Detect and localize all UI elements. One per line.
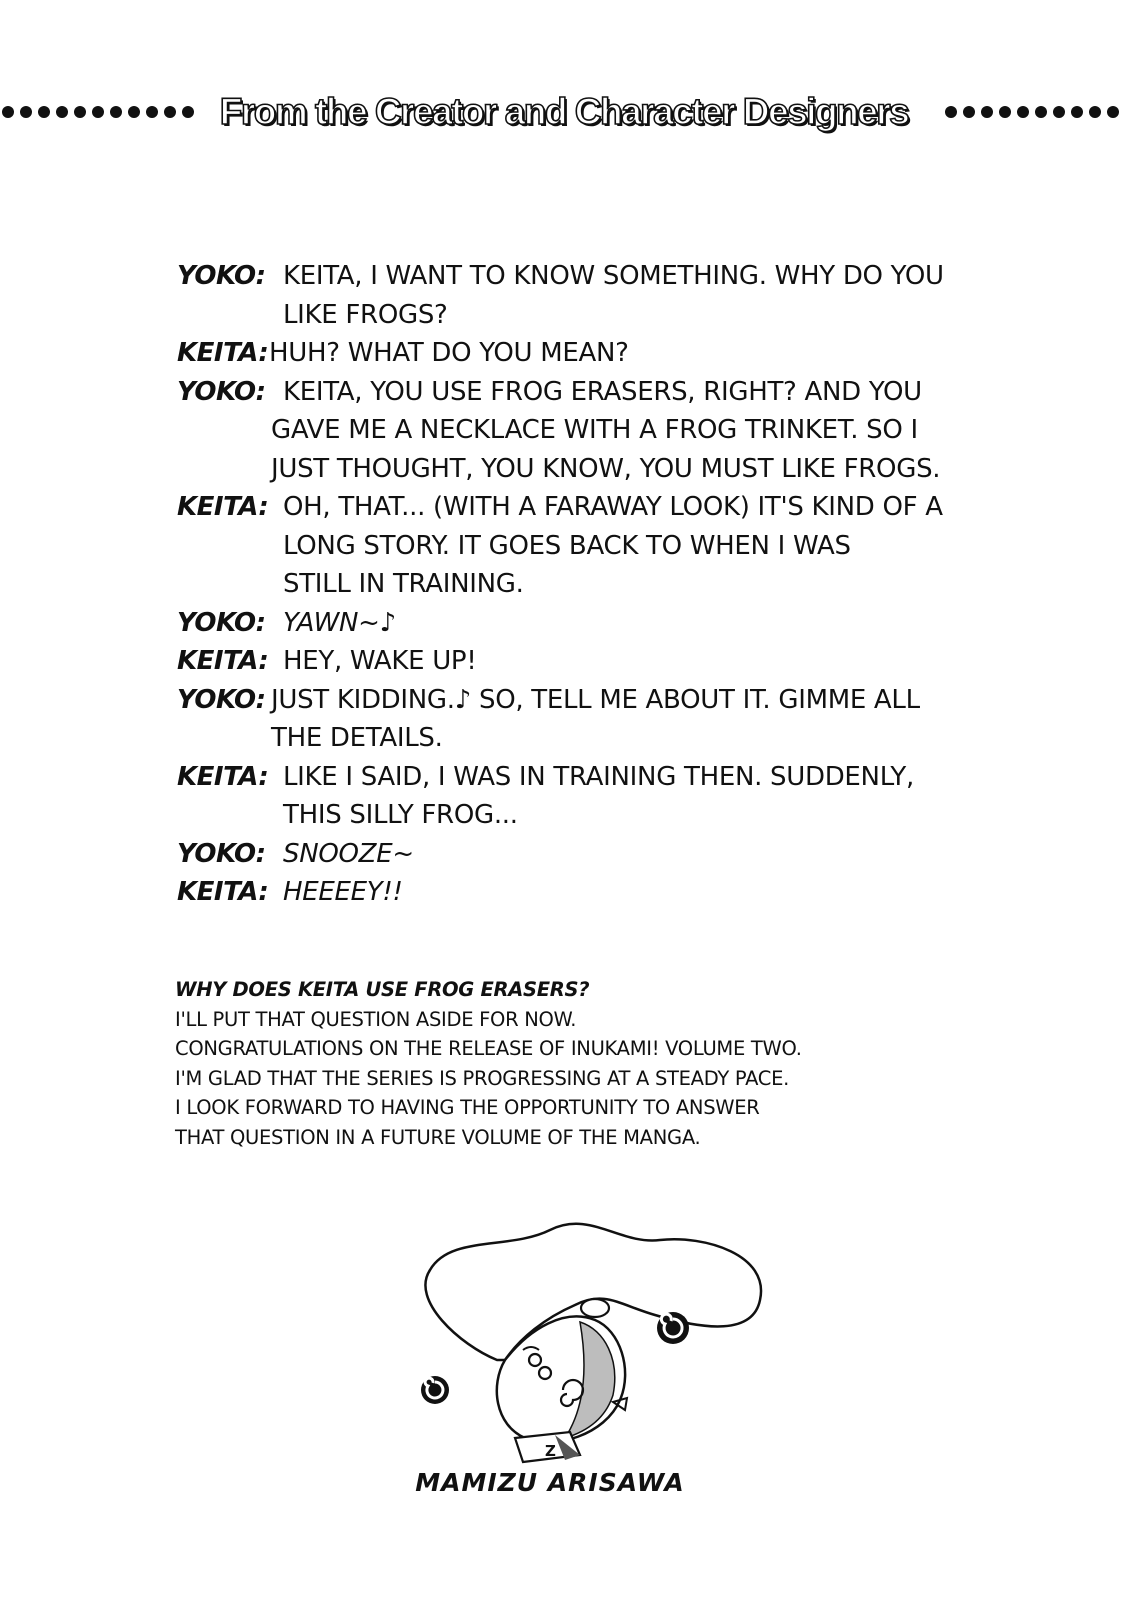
- author-signature: MAMIZU ARISAWA: [415, 1468, 685, 1497]
- speech-line: KEITA, I WANT TO KNOW SOMETHING. WHY DO YOU: [283, 261, 944, 291]
- dialogue-line: [177, 373, 1047, 489]
- note-line: THAT QUESTION IN A FUTURE VOLUME OF THE MANGA.: [175, 1125, 701, 1149]
- speech-text: [269, 873, 403, 912]
- note-line: I'LL PUT THAT QUESTION ASIDE FOR NOW.: [175, 1007, 577, 1031]
- speaker-label: YOKO:: [177, 838, 266, 869]
- dialogue-line: [177, 642, 1047, 681]
- collar-letter: Z: [545, 1442, 556, 1460]
- note-line: CONGRATULATIONS ON THE RELEASE OF INUKAMI! VOLUME TWO.: [175, 1037, 802, 1061]
- note-line: I'M GLAD THAT THE SERIES IS PROGRESSING AT A STEADY PACE.: [175, 1066, 790, 1090]
- speech-text: [261, 681, 920, 758]
- speech-line: LIKE I SAID, I WAS IN TRAINING THEN. SUDDENLY,: [283, 761, 914, 792]
- header: [0, 82, 1123, 142]
- speech-text: [269, 835, 414, 874]
- dialogue-line: [177, 758, 1047, 835]
- speech-line: OH, THAT... (WITH A FARAWAY LOOK) IT'S KIND OF A: [283, 492, 943, 522]
- speech-line: JUST THOUGHT, YOU KNOW, YOU MUST LIKE FROGS.: [271, 453, 941, 484]
- speech-text: [269, 604, 396, 643]
- spiral-icon: [657, 1312, 689, 1344]
- speaker-label: YOKO:: [177, 684, 266, 715]
- speech-line: LIKE FROGS?: [283, 299, 448, 330]
- speech-line: HEEEEY!!: [283, 877, 403, 907]
- spiral-icon: [421, 1376, 449, 1404]
- dialogue-line: [177, 835, 1047, 874]
- speech-line: STILL IN TRAINING.: [283, 569, 524, 599]
- speech-line: LONG STORY. IT GOES BACK TO WHEN I WAS: [283, 530, 851, 561]
- author-doodle-illustration: [405, 1210, 785, 1470]
- dialogue-line: [177, 873, 1047, 912]
- speech-text: [269, 488, 943, 604]
- speech-line: HEY, WAKE UP!: [283, 646, 477, 676]
- speaker-label: KEITA:: [177, 492, 269, 522]
- page-title: From the Creator and Character Designers: [219, 91, 909, 132]
- speech-text: [255, 334, 629, 373]
- dialogue-line: [177, 681, 1047, 758]
- note-question: WHY DOES KEITA USE FROG ERASERS?: [175, 978, 590, 1001]
- speaker-label: KEITA:: [177, 646, 269, 676]
- speaker-label: YOKO:: [177, 261, 266, 291]
- speech-line: HUH? WHAT DO YOU MEAN?: [269, 338, 629, 368]
- speech-text: [269, 373, 940, 489]
- dialogue: [177, 257, 1047, 912]
- dot-leader-left: [2, 82, 194, 142]
- speaker-label: YOKO:: [177, 376, 266, 407]
- speech-text: [269, 758, 914, 835]
- speech-line: GAVE ME A NECKLACE WITH A FROG TRINKET. SO I: [271, 415, 918, 445]
- speaker-label: YOKO:: [177, 607, 266, 638]
- speech-text: [269, 642, 476, 681]
- speech-line: THE DETAILS.: [271, 723, 443, 753]
- dialogue-line: [177, 488, 1047, 604]
- speech-line: THIS SILLY FROG...: [283, 800, 518, 830]
- speaker-label: KEITA:: [177, 338, 269, 368]
- speech-text: [269, 257, 944, 334]
- creator-note: [175, 975, 935, 1153]
- dialogue-line: [177, 334, 1047, 373]
- dot-leader-right: [945, 82, 1119, 142]
- dialogue-line: [177, 257, 1047, 334]
- speaker-label: KEITA:: [177, 877, 269, 907]
- speaker-label: KEITA:: [177, 761, 269, 792]
- dialogue-line: [177, 604, 1047, 643]
- note-line: I LOOK FORWARD TO HAVING THE OPPORTUNITY TO ANSWER: [175, 1096, 760, 1120]
- speech-line: SNOOZE~: [283, 838, 414, 869]
- speech-line: KEITA, YOU USE FROG ERASERS, RIGHT? AND YOU: [283, 376, 922, 407]
- speech-line: JUST KIDDING.♪ SO, TELL ME ABOUT IT. GIMME ALL: [271, 684, 920, 715]
- speech-line: YAWN~♪: [283, 607, 396, 638]
